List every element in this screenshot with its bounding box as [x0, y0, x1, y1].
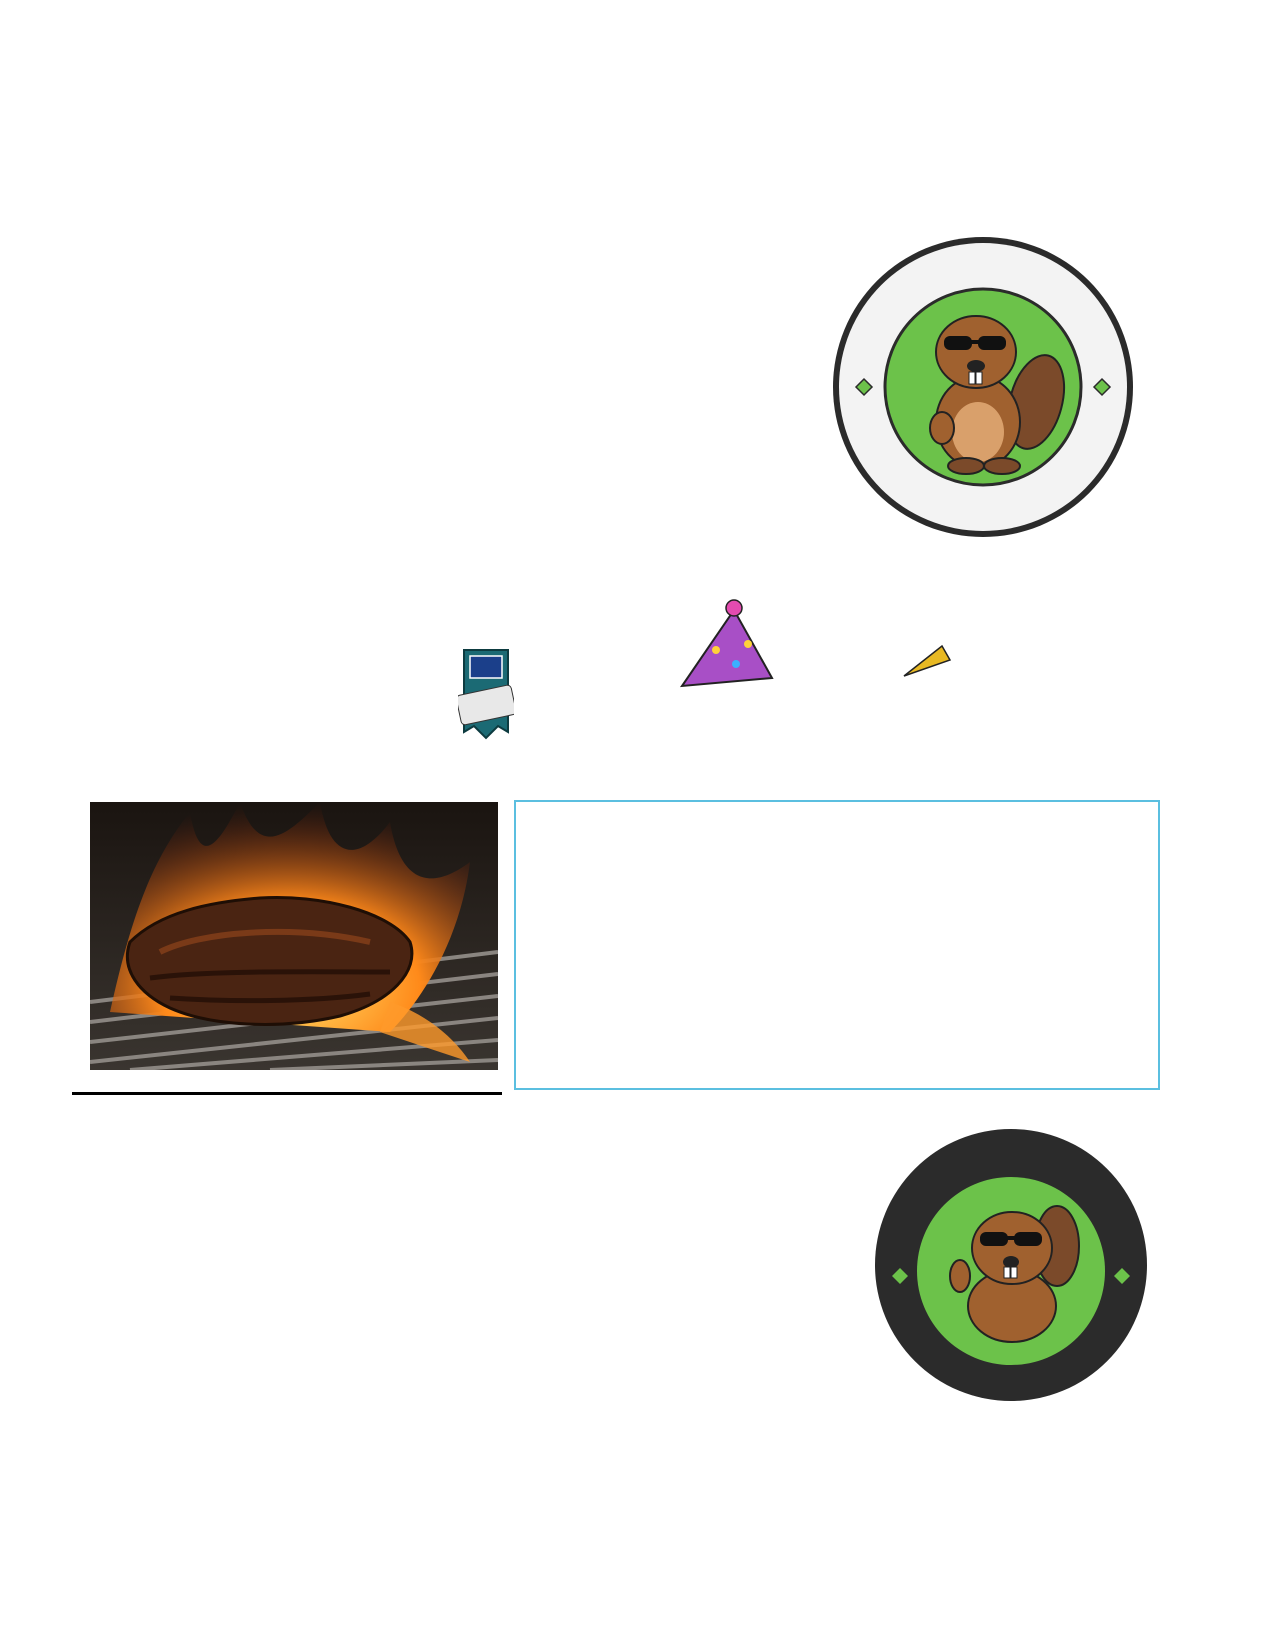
firecracker-border-bottom	[56, 1508, 1218, 1554]
nye-specials-box	[514, 800, 1160, 1090]
schedule-row	[100, 718, 176, 751]
party-hat-icon	[682, 610, 772, 686]
schedule-row	[100, 625, 176, 658]
rowdy-beaver-den-logo	[872, 1126, 1150, 1404]
noisemaker-icon	[904, 646, 950, 676]
schedule-row	[100, 578, 117, 611]
firecracker-border-right	[1192, 46, 1218, 1556]
firecracker-border-left	[56, 46, 82, 1556]
schedule-row	[100, 671, 176, 704]
rowdy-beaver-restaurant-logo	[826, 232, 1140, 542]
section-divider	[72, 1092, 502, 1095]
new-year-graphic	[676, 590, 976, 740]
nfl-sunday-ticket-icon	[458, 646, 514, 742]
firecracker-border-top	[56, 46, 1218, 92]
grilled-steak-photo	[90, 802, 498, 1070]
